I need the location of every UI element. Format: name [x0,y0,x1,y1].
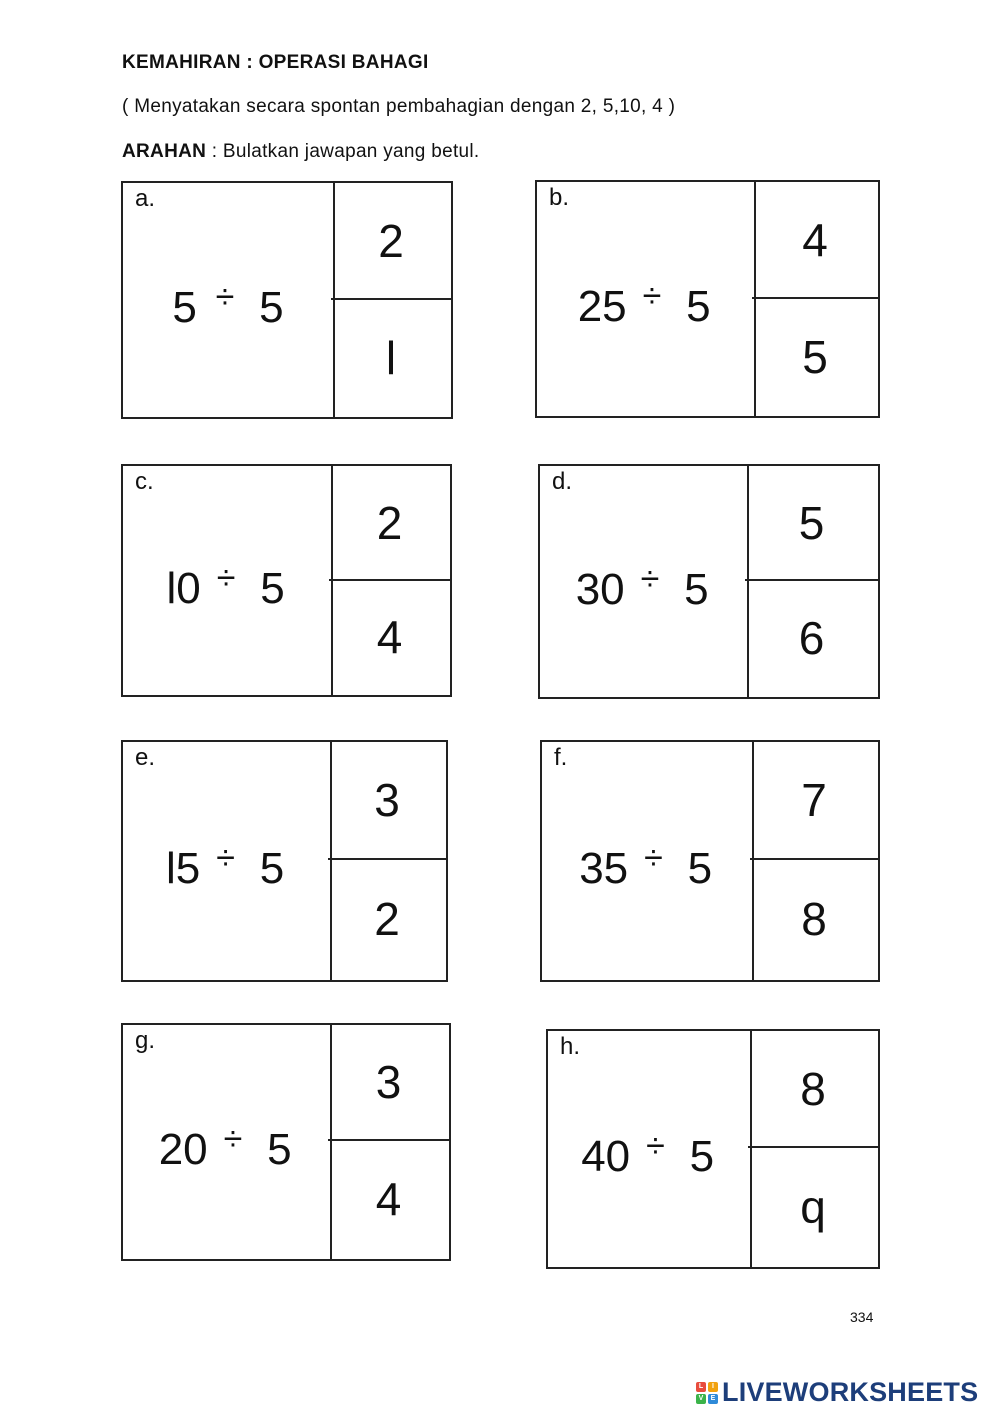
divide-sign: ÷ [223,1120,243,1158]
page-number: 334 [850,1309,874,1325]
divide-sign: ÷ [640,559,660,598]
answer-option[interactable]: 4 [376,611,403,663]
question-card-g [121,1023,451,1261]
division-expression [123,559,331,614]
question-area [123,1025,332,1259]
question-letter: g. [135,1027,156,1054]
dividend: l5 [166,844,201,893]
answer-option[interactable]: 2 [329,466,450,581]
logo-text: LIVEWORKSHEETS [722,1377,979,1407]
division-expression [540,560,747,615]
answer-option[interactable]: q [800,1180,826,1233]
divide-sign: ÷ [216,558,236,597]
answer-option[interactable]: 4 [375,1173,402,1225]
dividend: 35 [579,844,629,893]
answer-option[interactable]: 3 [328,1025,449,1141]
question-area [123,742,332,980]
question-letter: h. [560,1033,581,1060]
dividend: 5 [172,283,197,332]
question-letter: d. [552,468,573,495]
logo-icon [696,1382,718,1404]
divide-sign: ÷ [215,278,235,316]
logo-block: L [696,1382,706,1392]
division-expression [542,839,752,894]
dividend: 40 [581,1132,631,1181]
question-area [537,182,756,416]
question-area [542,742,754,980]
logo-block: I [708,1382,718,1392]
question-card-h [546,1029,880,1269]
answer-option[interactable]: 4 [752,182,878,299]
question-area [540,466,749,697]
question-letter: a. [135,185,156,212]
divisor: 5 [684,564,709,614]
question-card-d [538,464,880,699]
dividend: 30 [575,564,625,614]
divisor: 5 [259,844,285,893]
skill-description: ( Menyatakan secara spontan pembahagian dengan 2, 5,10, 4 ) [122,96,676,117]
division-expression [537,277,754,332]
answer-option[interactable]: 6 [798,612,825,664]
division-expression [123,1120,330,1175]
logo-block: V [696,1394,706,1404]
division-expression [123,278,333,333]
dividend: 20 [158,1125,208,1174]
division-expression [548,1127,750,1182]
question-area [123,183,335,417]
answer-option[interactable]: 8 [801,893,827,945]
instruction-label: ARAHAN [122,141,207,162]
answer-option[interactable]: 5 [802,330,828,383]
answer-option[interactable]: 7 [750,742,878,860]
divisor: 5 [687,844,713,893]
question-letter: f. [554,744,568,771]
answer-option[interactable]: 8 [748,1031,878,1148]
dividend: l0 [166,563,201,613]
answer-option[interactable]: 2 [374,893,400,945]
divide-sign: ÷ [644,839,663,877]
divide-sign: ÷ [216,839,235,877]
answer-option[interactable]: 2 [331,183,451,300]
question-letter: c. [135,468,154,495]
question-letter: b. [549,184,570,211]
question-card-f [540,740,880,982]
skill-heading: KEMAHIRAN : OPERASI BAHAGI [122,52,429,73]
divisor: 5 [689,1132,715,1181]
question-card-b [535,180,880,418]
divisor: 5 [267,1125,292,1174]
instruction [122,141,480,163]
question-area [548,1031,752,1267]
question-card-e [121,740,448,982]
divide-sign: ÷ [646,1127,665,1165]
answer-option[interactable]: l [385,331,397,384]
answer-option[interactable]: 5 [745,466,878,581]
question-letter: e. [135,744,156,771]
question-card-c [121,464,452,697]
dividend: 25 [577,282,627,331]
question-card-a [121,181,453,419]
divide-sign: ÷ [642,277,662,315]
liveworksheets-logo [696,1377,978,1408]
divisor: 5 [686,282,711,331]
division-expression [123,839,330,894]
logo-block: E [708,1394,718,1404]
divisor: 5 [259,283,284,332]
answer-option[interactable]: 3 [328,742,446,860]
divisor: 5 [260,563,285,613]
instruction-text: : Bulatkan jawapan yang betul. [206,141,480,162]
question-area [123,466,333,695]
